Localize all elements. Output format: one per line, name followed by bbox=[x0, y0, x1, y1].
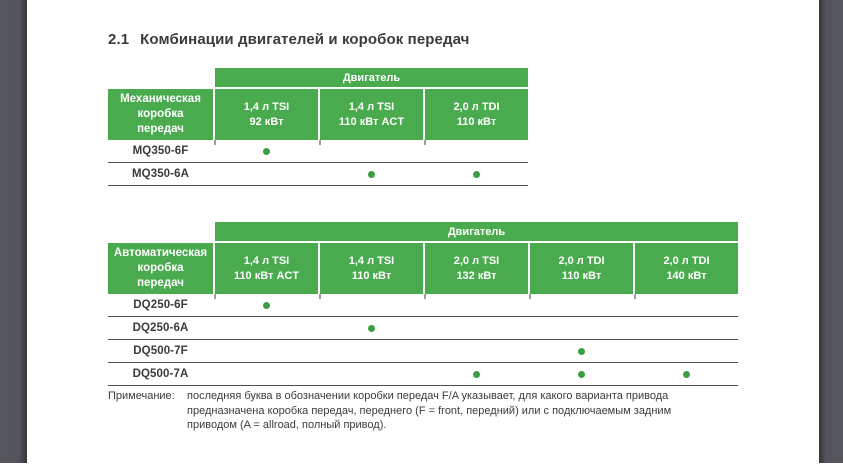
note-line: предназначена коробка передач, переднего (F = front, передний) или с подключаемым задним bbox=[187, 404, 672, 417]
row-label: DQ250-6F bbox=[133, 299, 188, 311]
note-line: приводом (A = allroad, полный привод). bbox=[187, 419, 387, 431]
empty-cell bbox=[215, 163, 318, 185]
header-line: 110 кВт bbox=[456, 115, 497, 128]
availability-cell bbox=[530, 340, 633, 362]
availability-dot bbox=[578, 371, 585, 378]
availability-cell bbox=[425, 163, 528, 185]
row-label: MQ350-6F bbox=[132, 145, 189, 157]
availability-dot bbox=[368, 171, 375, 178]
header-line: 2,0 л TDI bbox=[558, 254, 605, 267]
gearbox-table-automatic bbox=[108, 222, 738, 386]
empty-cell bbox=[425, 140, 528, 162]
empty-cell bbox=[215, 363, 318, 385]
availability-cell bbox=[320, 163, 423, 185]
header-line: 1,4 л TSI bbox=[348, 100, 395, 113]
empty-cell bbox=[425, 340, 528, 362]
header-line: 92 кВт bbox=[249, 115, 284, 128]
empty-cell bbox=[530, 294, 633, 316]
row-label: DQ250-6A bbox=[132, 322, 189, 334]
note-line: последняя буква в обозначении коробки передач F/A указывает, для какого варианта привода bbox=[187, 390, 669, 402]
empty-cell bbox=[320, 140, 423, 162]
column-divider-tick bbox=[634, 294, 636, 299]
table-row bbox=[108, 363, 738, 386]
engine-column-header bbox=[530, 243, 633, 294]
engine-header-band: Двигатель bbox=[215, 68, 528, 87]
engine-header-row bbox=[108, 222, 738, 241]
header-line: 110 кВт bbox=[351, 269, 392, 282]
header-line: 110 кВт ACT bbox=[338, 115, 405, 128]
header-spacer bbox=[108, 68, 213, 87]
engine-column-header bbox=[215, 89, 318, 140]
header-line: 132 кВт bbox=[456, 269, 497, 282]
availability-cell bbox=[425, 363, 528, 385]
header-line: 1,4 л TSI bbox=[348, 254, 395, 267]
header-line: коробка bbox=[137, 262, 184, 274]
header-line: 1,4 л TSI bbox=[243, 254, 290, 267]
table-row bbox=[108, 294, 738, 317]
column-header-row bbox=[108, 89, 528, 140]
table-row bbox=[108, 140, 528, 163]
header-line: 1,4 л TSI bbox=[243, 100, 290, 113]
availability-cell bbox=[215, 140, 318, 162]
header-line: передач bbox=[137, 277, 184, 289]
engine-header-row bbox=[108, 68, 528, 87]
column-divider-tick bbox=[424, 140, 426, 145]
empty-cell bbox=[635, 317, 738, 339]
table-row bbox=[108, 163, 528, 186]
header-line: передач bbox=[137, 123, 184, 135]
empty-cell bbox=[320, 363, 423, 385]
gearbox-table-manual bbox=[108, 68, 528, 186]
empty-cell bbox=[215, 340, 318, 362]
header-line: Автоматическая bbox=[113, 247, 208, 259]
availability-dot bbox=[263, 302, 270, 309]
row-label: DQ500-7A bbox=[132, 368, 189, 380]
empty-cell bbox=[635, 340, 738, 362]
header-line: 2,0 л TDI bbox=[453, 100, 500, 113]
header-line: 110 кВт bbox=[561, 269, 602, 282]
availability-dot bbox=[473, 171, 480, 178]
empty-cell bbox=[425, 317, 528, 339]
row-label: DQ500-7F bbox=[133, 345, 188, 357]
note-text bbox=[187, 389, 671, 433]
empty-cell bbox=[425, 294, 528, 316]
column-divider-tick bbox=[424, 294, 426, 299]
empty-cell bbox=[215, 317, 318, 339]
empty-cell bbox=[320, 340, 423, 362]
viewer-left-margin bbox=[0, 0, 27, 463]
engine-column-header bbox=[425, 243, 528, 294]
column-divider-tick bbox=[319, 140, 321, 145]
column-divider-tick bbox=[214, 140, 216, 145]
engine-header-band: Двигатель bbox=[215, 222, 738, 241]
availability-cell bbox=[635, 363, 738, 385]
table-row bbox=[108, 317, 738, 340]
gearbox-type-header bbox=[108, 89, 213, 140]
header-line: 110 кВт ACT bbox=[233, 269, 300, 282]
availability-cell bbox=[530, 363, 633, 385]
availability-cell bbox=[215, 294, 318, 316]
document-page bbox=[27, 0, 819, 475]
empty-cell bbox=[530, 317, 633, 339]
engine-column-header bbox=[635, 243, 738, 294]
header-line: 2,0 л TSI bbox=[453, 254, 500, 267]
column-divider-tick bbox=[214, 294, 216, 299]
availability-cell bbox=[320, 317, 423, 339]
engine-column-header bbox=[320, 89, 423, 140]
gearbox-type-header bbox=[108, 243, 213, 294]
empty-cell bbox=[635, 294, 738, 316]
engine-column-header bbox=[425, 89, 528, 140]
empty-cell bbox=[320, 294, 423, 316]
viewer-right-margin bbox=[819, 0, 843, 463]
availability-dot bbox=[578, 348, 585, 355]
note-label: Примечание: bbox=[108, 390, 175, 402]
column-header-row bbox=[108, 243, 738, 294]
header-line: 2,0 л TDI bbox=[663, 254, 710, 267]
column-divider-tick bbox=[529, 294, 531, 299]
table-row bbox=[108, 340, 738, 363]
availability-dot bbox=[683, 371, 690, 378]
availability-dot bbox=[473, 371, 480, 378]
availability-dot bbox=[368, 325, 375, 332]
engine-column-header bbox=[320, 243, 423, 294]
section-number: 2.1 bbox=[108, 31, 130, 48]
column-divider-tick bbox=[319, 294, 321, 299]
availability-dot bbox=[263, 148, 270, 155]
note bbox=[108, 389, 671, 433]
row-label: MQ350-6A bbox=[131, 168, 190, 180]
section-heading bbox=[108, 31, 470, 48]
header-spacer bbox=[108, 222, 213, 241]
section-title: Комбинации двигателей и коробок передач bbox=[140, 31, 470, 48]
header-line: 140 кВт bbox=[666, 269, 707, 282]
header-line: коробка bbox=[137, 108, 184, 120]
header-line: Механическая bbox=[120, 93, 201, 105]
engine-column-header bbox=[215, 243, 318, 294]
